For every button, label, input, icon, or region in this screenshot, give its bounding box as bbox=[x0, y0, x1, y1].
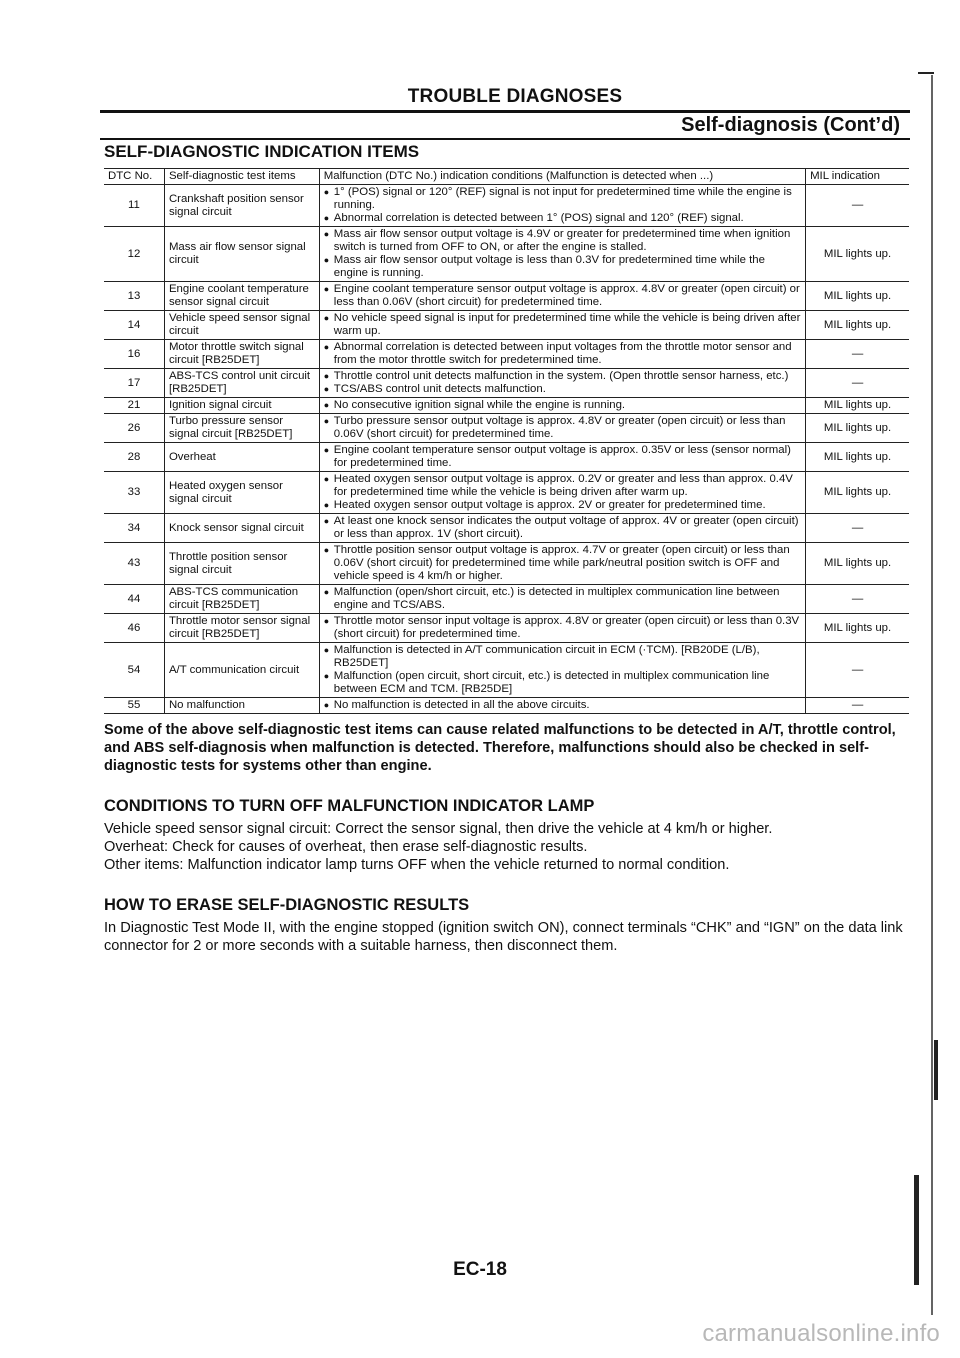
test-item: Overheat bbox=[164, 443, 319, 472]
table-row bbox=[104, 185, 909, 227]
bullet-icon: ● bbox=[323, 416, 330, 426]
table-row bbox=[104, 398, 909, 414]
malfunction-conditions bbox=[319, 443, 805, 472]
malfunction-conditions bbox=[319, 227, 805, 282]
condition-text: No consecutive ignition signal while the engine is running. bbox=[333, 399, 626, 411]
bullet-icon: ● bbox=[323, 400, 330, 410]
condition-text: Turbo pressure sensor output voltage is approx. 4.8V or greater (open circuit) or less than 0.06V (short circuit) for predetermined time. bbox=[333, 415, 786, 440]
malfunction-conditions bbox=[319, 414, 805, 443]
condition-text: Engine coolant temperature sensor output voltage is approx. 0.35V or less (sensor normal) for predetermined time. bbox=[333, 444, 791, 469]
mil-indication: MIL lights up. bbox=[806, 282, 909, 311]
bullet-icon: ● bbox=[323, 587, 330, 597]
malfunction-conditions bbox=[319, 614, 805, 643]
condition-item bbox=[324, 254, 801, 280]
page-subtitle: Self-diagnosis (Cont’d) bbox=[681, 114, 900, 136]
condition-item bbox=[324, 212, 801, 225]
condition-item bbox=[324, 186, 801, 212]
test-item: Engine coolant temperature sensor signal circuit bbox=[164, 282, 319, 311]
dtc-number: 12 bbox=[104, 227, 164, 282]
condition-item bbox=[324, 444, 801, 470]
condition-item bbox=[324, 644, 801, 670]
bullet-icon: ● bbox=[323, 187, 330, 197]
malfunction-conditions bbox=[319, 185, 805, 227]
condition-item bbox=[324, 399, 801, 412]
dtc-number: 44 bbox=[104, 585, 164, 614]
dtc-number: 13 bbox=[104, 282, 164, 311]
test-item: Knock sensor signal circuit bbox=[164, 514, 319, 543]
condition-text: At least one knock sensor indicates the output voltage of approx. 4V or greater (open circuit) or less than approx. 1V (short circuit). bbox=[333, 515, 799, 540]
mil-indication: MIL lights up. bbox=[806, 443, 909, 472]
dtc-number: 33 bbox=[104, 472, 164, 514]
bullet-icon: ● bbox=[323, 255, 330, 265]
table-header-row bbox=[104, 169, 909, 185]
scan-edge-line bbox=[931, 75, 933, 1315]
condition-text: Mass air flow sensor output voltage is less than 0.3V for predetermined time while the engine is running. bbox=[333, 254, 765, 279]
mil-indication: — bbox=[806, 369, 909, 398]
scan-edge-mark bbox=[934, 1040, 938, 1100]
test-item: Vehicle speed sensor signal circuit bbox=[164, 311, 319, 340]
bullet-icon: ● bbox=[323, 342, 330, 352]
test-item: Crankshaft position sensor signal circuit bbox=[164, 185, 319, 227]
bullet-icon: ● bbox=[323, 213, 330, 223]
dtc-number: 34 bbox=[104, 514, 164, 543]
mil-indication: MIL lights up. bbox=[806, 543, 909, 585]
bullet-icon: ● bbox=[323, 229, 330, 239]
table-row bbox=[104, 614, 909, 643]
conditions-heading: CONDITIONS TO TURN OFF MALFUNCTION INDICATOR LAMP bbox=[104, 797, 595, 815]
header-malfunction: Malfunction (DTC No.) indication conditions (Malfunction is detected when ...) bbox=[319, 169, 805, 185]
bullet-icon: ● bbox=[323, 645, 330, 655]
main-content bbox=[104, 142, 912, 955]
condition-text: Throttle control unit detects malfunction in the system. (Open throttle sensor harness, etc.) bbox=[333, 370, 789, 382]
dtc-number: 14 bbox=[104, 311, 164, 340]
bullet-icon: ● bbox=[323, 384, 330, 394]
condition-text: Malfunction (open circuit, short circuit, etc.) is detected in multiplex communication line between ECM and TCM. [RB25DE] bbox=[333, 670, 770, 695]
table-row bbox=[104, 698, 909, 714]
page-number: EC-18 bbox=[453, 1259, 507, 1280]
dtc-number: 26 bbox=[104, 414, 164, 443]
table-row bbox=[104, 514, 909, 543]
table-row bbox=[104, 643, 909, 698]
related-malfunction-note: Some of the above self-diagnostic test items can cause related malfunctions to be detected in A/T, throttle control, and ABS self-diagnosis when malfunction is detected. Therefore, malfunctions should also be checked in self-diagnostic tests for systems other than engine. bbox=[104, 722, 896, 774]
table-row bbox=[104, 543, 909, 585]
test-item: Mass air flow sensor signal circuit bbox=[164, 227, 319, 282]
condition-text: Malfunction is detected in A/T communication circuit in ECM (·TCM). [RB20DE (L/B), RB25DET] bbox=[333, 644, 760, 669]
test-item: A/T communication circuit bbox=[164, 643, 319, 698]
bullet-icon: ● bbox=[323, 545, 330, 555]
condition-text: Mass air flow sensor output voltage is 4.9V or greater for predetermined time when ignition switch is turned from OFF to ON, or after the engine is stalled. bbox=[333, 228, 791, 253]
header-mil: MIL indication bbox=[806, 169, 909, 185]
condition-item bbox=[324, 515, 801, 541]
dtc-number: 16 bbox=[104, 340, 164, 369]
malfunction-conditions bbox=[319, 514, 805, 543]
header-test-item: Self-diagnostic test items bbox=[164, 169, 319, 185]
dtc-number: 55 bbox=[104, 698, 164, 714]
table-row bbox=[104, 227, 909, 282]
malfunction-conditions bbox=[319, 698, 805, 714]
condition-item bbox=[324, 699, 801, 712]
bullet-icon: ● bbox=[323, 616, 330, 626]
bullet-icon: ● bbox=[323, 516, 330, 526]
header-rule bbox=[100, 110, 910, 113]
bullet-icon: ● bbox=[323, 671, 330, 681]
mil-indication: — bbox=[806, 514, 909, 543]
dtc-number: 46 bbox=[104, 614, 164, 643]
conditions-line: Vehicle speed sensor signal circuit: Correct the sensor signal, then drive the vehicle at 4 km/h or higher. bbox=[104, 821, 773, 837]
condition-text: Throttle motor sensor input voltage is approx. 4.8V or greater (open circuit) or less than 0.3V (short circuit) for predetermined time. bbox=[333, 615, 800, 640]
table-row bbox=[104, 311, 909, 340]
dtc-number: 28 bbox=[104, 443, 164, 472]
condition-text: 1° (POS) signal or 120° (REF) signal is not input for predetermined time while the engine is running. bbox=[333, 186, 792, 211]
condition-item bbox=[324, 473, 801, 499]
page-header bbox=[100, 86, 910, 140]
test-item: ABS-TCS communication circuit [RB25DET] bbox=[164, 585, 319, 614]
section-title: TROUBLE DIAGNOSES bbox=[407, 86, 623, 107]
mil-indication: MIL lights up. bbox=[806, 227, 909, 282]
malfunction-conditions bbox=[319, 585, 805, 614]
mil-indication: — bbox=[806, 185, 909, 227]
test-item: ABS-TCS control unit circuit [RB25DET] bbox=[164, 369, 319, 398]
malfunction-conditions bbox=[319, 282, 805, 311]
erase-instructions: In Diagnostic Test Mode II, with the engine stopped (ignition switch ON), connect terminals “CHK” and “IGN” on the data link connector for 2 or more seconds with a suitable harness, then disconnect them. bbox=[104, 920, 903, 954]
condition-item bbox=[324, 383, 801, 396]
mil-indication: MIL lights up. bbox=[806, 398, 909, 414]
condition-item bbox=[324, 544, 801, 583]
erase-heading: HOW TO ERASE SELF-DIAGNOSTIC RESULTS bbox=[104, 896, 470, 914]
mil-indication: — bbox=[806, 340, 909, 369]
condition-item bbox=[324, 586, 801, 612]
bullet-icon: ● bbox=[323, 284, 330, 294]
test-item: No malfunction bbox=[164, 698, 319, 714]
condition-text: Abnormal correlation is detected between 1° (POS) signal and 120° (REF) signal. bbox=[333, 212, 744, 224]
condition-text: Engine coolant temperature sensor output voltage is approx. 4.8V or greater (open circuit) or less than 0.06V (short circuit) for predetermined time. bbox=[333, 283, 800, 308]
mil-indication: — bbox=[806, 643, 909, 698]
condition-text: No vehicle speed signal is input for predetermined time while the vehicle is being driven after warm up. bbox=[333, 312, 801, 337]
malfunction-conditions bbox=[319, 472, 805, 514]
bullet-icon: ● bbox=[323, 474, 330, 484]
table-row bbox=[104, 414, 909, 443]
condition-item bbox=[324, 415, 801, 441]
condition-item bbox=[324, 228, 801, 254]
bullet-icon: ● bbox=[323, 445, 330, 455]
test-item: Heated oxygen sensor signal circuit bbox=[164, 472, 319, 514]
test-item: Motor throttle switch signal circuit [RB25DET] bbox=[164, 340, 319, 369]
condition-text: Throttle position sensor output voltage is approx. 4.7V or greater (open circuit) or less than 0.06V (short circuit) for predetermined time while park/neutral position switch is OFF and vehicle speed is 4 km/h or higher. bbox=[333, 544, 790, 582]
bullet-icon: ● bbox=[323, 371, 330, 381]
table-row bbox=[104, 340, 909, 369]
table-row bbox=[104, 585, 909, 614]
malfunction-conditions bbox=[319, 643, 805, 698]
table-row bbox=[104, 369, 909, 398]
watermark: carmanualsonline.info bbox=[702, 1320, 940, 1347]
malfunction-conditions bbox=[319, 311, 805, 340]
condition-item bbox=[324, 499, 801, 512]
condition-text: Heated oxygen sensor output voltage is approx. 2V or greater for predetermined time. bbox=[333, 499, 766, 511]
condition-item bbox=[324, 312, 801, 338]
malfunction-conditions bbox=[319, 543, 805, 585]
conditions-line: Other items: Malfunction indicator lamp turns OFF when the vehicle returned to normal condition. bbox=[104, 857, 730, 873]
malfunction-conditions bbox=[319, 340, 805, 369]
test-item: Turbo pressure sensor signal circuit [RB25DET] bbox=[164, 414, 319, 443]
malfunction-conditions bbox=[319, 398, 805, 414]
condition-text: Malfunction (open/short circuit, etc.) is detected in multiplex communication line between engine and TCS/ABS. bbox=[333, 586, 780, 611]
test-item: Throttle motor sensor signal circuit [RB25DET] bbox=[164, 614, 319, 643]
bullet-icon: ● bbox=[323, 700, 330, 710]
dtc-number: 21 bbox=[104, 398, 164, 414]
dtc-number: 54 bbox=[104, 643, 164, 698]
dtc-number: 17 bbox=[104, 369, 164, 398]
mil-indication: — bbox=[806, 585, 909, 614]
table-body bbox=[104, 185, 909, 714]
subtitle-rule bbox=[100, 138, 910, 140]
condition-text: Heated oxygen sensor output voltage is approx. 0.2V or greater and less than approx. 0.4V for predetermined time while the vehicle is being driven after warm up. bbox=[333, 473, 793, 498]
table-heading: SELF-DIAGNOSTIC INDICATION ITEMS bbox=[104, 142, 420, 161]
mil-indication: MIL lights up. bbox=[806, 414, 909, 443]
bullet-icon: ● bbox=[323, 313, 330, 323]
table-row bbox=[104, 472, 909, 514]
condition-text: Abnormal correlation is detected between input voltages from the throttle motor sensor and from the motor throttle switch for predetermined time. bbox=[333, 341, 792, 366]
condition-item bbox=[324, 615, 801, 641]
table-row bbox=[104, 443, 909, 472]
header-dtc: DTC No. bbox=[104, 169, 164, 185]
conditions-line: Overheat: Check for causes of overheat, then erase self-diagnostic results. bbox=[104, 839, 588, 855]
condition-item bbox=[324, 370, 801, 383]
condition-text: No malfunction is detected in all the above circuits. bbox=[333, 699, 590, 711]
condition-item bbox=[324, 283, 801, 309]
condition-item bbox=[324, 670, 801, 696]
mil-indication: MIL lights up. bbox=[806, 311, 909, 340]
scan-edge-mark bbox=[918, 72, 934, 74]
diagnostic-table bbox=[104, 168, 909, 714]
mil-indication: MIL lights up. bbox=[806, 614, 909, 643]
dtc-number: 11 bbox=[104, 185, 164, 227]
condition-text: TCS/ABS control unit detects malfunction. bbox=[333, 383, 546, 395]
mil-indication: — bbox=[806, 698, 909, 714]
table-row bbox=[104, 282, 909, 311]
dtc-number: 43 bbox=[104, 543, 164, 585]
test-item: Ignition signal circuit bbox=[164, 398, 319, 414]
malfunction-conditions bbox=[319, 369, 805, 398]
mil-indication: MIL lights up. bbox=[806, 472, 909, 514]
condition-item bbox=[324, 341, 801, 367]
test-item: Throttle position sensor signal circuit bbox=[164, 543, 319, 585]
bullet-icon: ● bbox=[323, 500, 330, 510]
